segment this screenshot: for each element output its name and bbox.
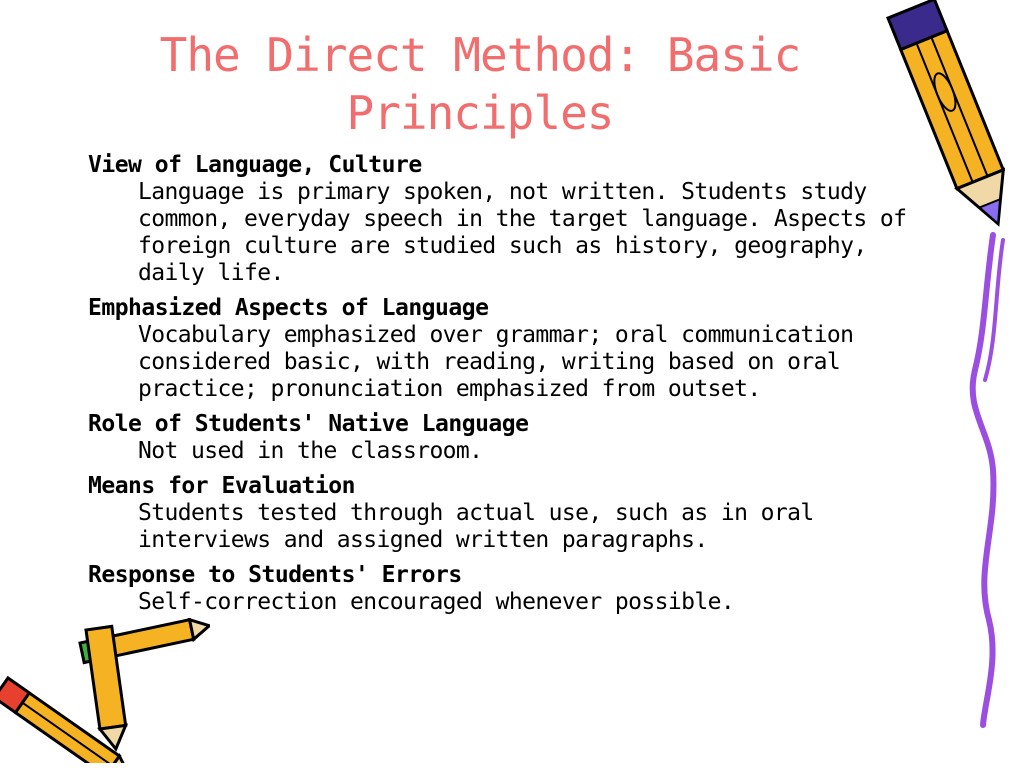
crossed-pencils-icon xyxy=(0,618,210,763)
section-heading: Role of Students' Native Language xyxy=(88,411,529,437)
principles-list xyxy=(88,152,928,624)
section-text: Students tested through actual use, such as in oral interviews and assigned written paragraphs. xyxy=(138,500,814,553)
section-heading: Means for Evaluation xyxy=(88,473,355,499)
section-text: Self-correction encouraged whenever possible. xyxy=(138,589,735,615)
section-heading: Response to Students' Errors xyxy=(88,562,462,588)
list-item xyxy=(88,411,928,465)
section-text: Vocabulary emphasized over grammar; oral communication considered basic, with reading, writing based on oral practice; pronunciation emphasized from outset. xyxy=(138,322,854,402)
list-item xyxy=(88,295,928,403)
list-item xyxy=(88,473,928,554)
section-text: Language is primary spoken, not written. Students study common, everyday speech in the target language. Aspects of foreign culture are studied such as history, geography, daily life. xyxy=(138,179,907,286)
section-heading: Emphasized Aspects of Language xyxy=(88,295,489,321)
section-heading: View of Language, Culture xyxy=(88,152,422,178)
section-text: Not used in the classroom. xyxy=(138,438,483,464)
list-item xyxy=(88,562,928,616)
slide-title: The Direct Method: Basic Principles xyxy=(159,28,801,140)
squiggle-border xyxy=(955,230,1015,730)
list-item xyxy=(88,152,928,287)
